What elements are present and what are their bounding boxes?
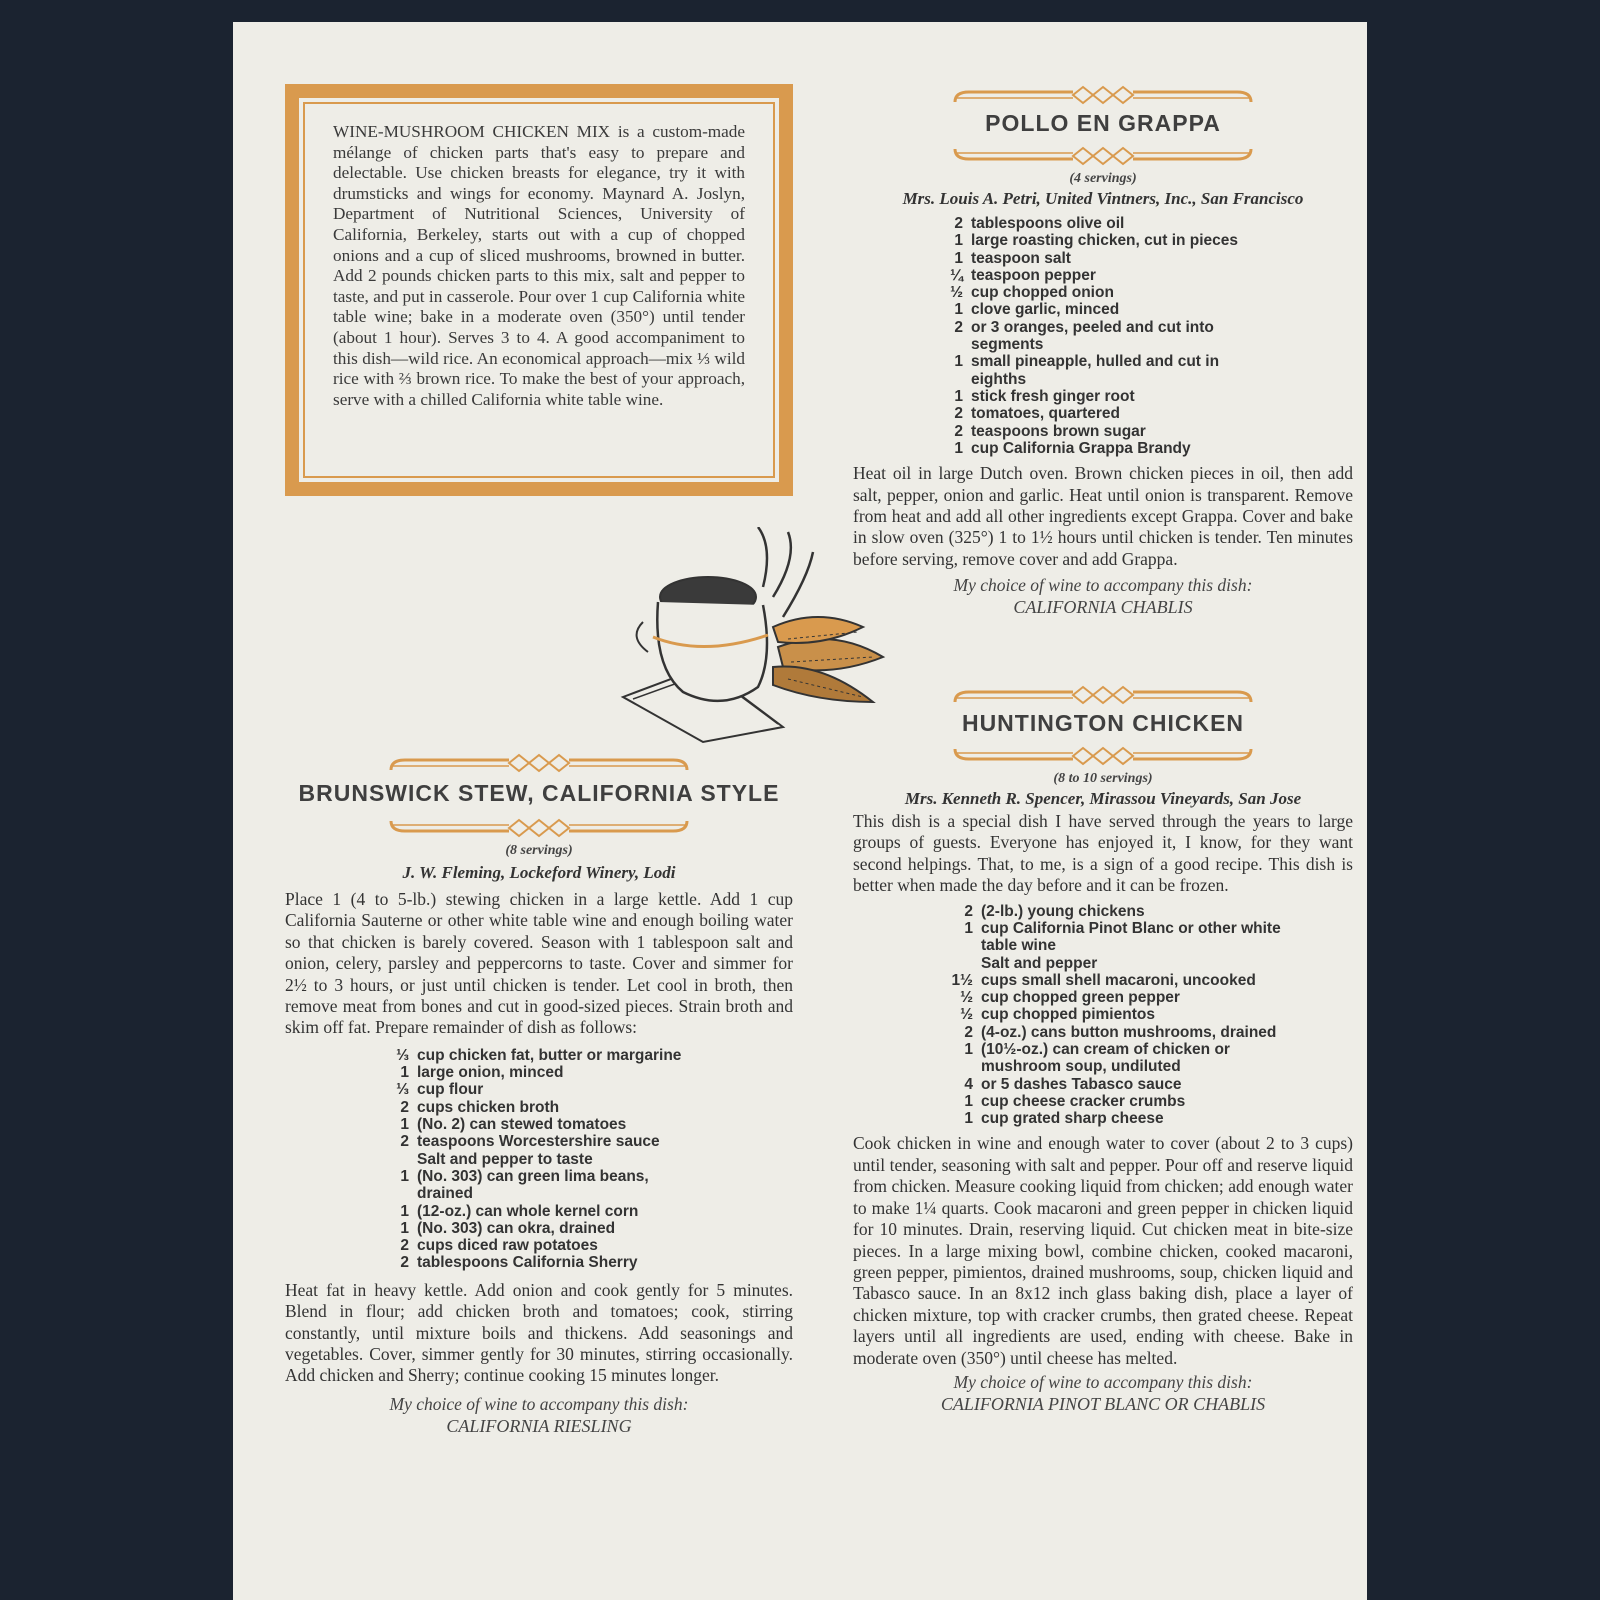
ingredient-item: tomatoes, quartered bbox=[971, 405, 1121, 423]
huntington-method: Cook chicken in wine and enough water to cover (about 2 to 3 cups) until tender, seasoning with salt and pepper. Pour off and reserve liquid from chicken. Measure cooking liquid from chicken; add enough water to make 1¼ quarts. Cook macaroni and green pepper in chicken liquid for 10 minutes. Drain, reserving liquid. Cut chicken meat in bite-size pieces. In a large mixing bowl, combine chicken, cooked macaroni, green pepper, pimientos, drained mushrooms, soup, chicken liquid and Tabasco sauce. In an 8x12 inch glass baking dish, place a layer of chicken mixture, top with cracker crumbs, then grated cheese. Repeat layers until all ingredients are used, ending with cheese. Bake in moderate oven (350°) until cheese has melted. bbox=[853, 1133, 1353, 1368]
ingredient-qty: 2 bbox=[954, 405, 963, 423]
ingredient-qty: 2 bbox=[954, 318, 963, 336]
ingredient-qty: 1 bbox=[954, 232, 963, 250]
ingredient-item: teaspoons Worcestershire sauce bbox=[417, 1133, 660, 1151]
ingredient-line bbox=[951, 1006, 1281, 1023]
brunswick-banner bbox=[285, 752, 793, 839]
brunswick-intro: Place 1 (4 to 5-lb.) stewing chicken in a large kettle. Add 1 cup California Sauterne or other white table wine and enough boiling water so that chicken is barely covered. Season with 1 tablespoon salt and onion, celery, parsley and peppercorns to taste. Cover and simmer for 2½ to 3 hours, or just until chicken is tender. Let cool in broth, then remove meat from bones and cut in good-sized pieces. Strain broth and skim off fat. Prepare remainder of dish as follows: bbox=[285, 889, 793, 1038]
pollo-wine-label: My choice of wine to accompany this dish: bbox=[953, 575, 1253, 596]
ingredient-item: (10½-oz.) can cream of chicken or mushroom soup, undiluted bbox=[981, 1041, 1230, 1076]
ingredient-item: cup chopped green pepper bbox=[981, 989, 1180, 1007]
pollo-servings: (4 servings) bbox=[1069, 171, 1137, 186]
pollo-banner bbox=[853, 84, 1353, 167]
huntington-credit: Mrs. Kenneth R. Spencer, Mirassou Vineyards, San Jose bbox=[904, 789, 1302, 808]
ingredient-qty: 2 bbox=[400, 1254, 409, 1272]
pollo-ingredients bbox=[949, 215, 1269, 457]
ingredient-line bbox=[951, 989, 1281, 1006]
ingredient-qty: 1 bbox=[954, 387, 963, 405]
ingredient-qty: 2 bbox=[400, 1133, 409, 1151]
brunswick-title: BRUNSWICK STEW, CALIFORNIA STYLE bbox=[298, 780, 780, 806]
ingredient-qty: 1 bbox=[400, 1116, 409, 1134]
huntington-wine-label: My choice of wine to accompany this dish: bbox=[953, 1371, 1253, 1392]
ingredient-line bbox=[951, 1093, 1281, 1110]
ingredient-item: cup flour bbox=[417, 1081, 484, 1099]
huntington-recipe bbox=[853, 684, 1353, 1415]
ingredient-qty: 1 bbox=[400, 1202, 409, 1220]
ingredient-item: cup chopped pimientos bbox=[981, 1006, 1155, 1024]
pollo-credit: Mrs. Louis A. Petri, United Vintners, Inc., San Francisco bbox=[902, 189, 1304, 208]
ingredient-qty: 2 bbox=[400, 1237, 409, 1255]
ingredient-line bbox=[395, 1064, 695, 1081]
ingredient-line bbox=[949, 405, 1269, 422]
ingredient-item: or 3 oranges, peeled and cut into segments bbox=[971, 318, 1214, 354]
ornament-bottom bbox=[953, 745, 1253, 767]
ingredient-line bbox=[949, 250, 1269, 267]
ingredient-qty: 2 bbox=[954, 215, 963, 232]
ornament-top bbox=[953, 84, 1253, 106]
ingredient-item: (2-lb.) young chickens bbox=[981, 902, 1145, 920]
ingredient-line bbox=[395, 1237, 695, 1254]
ingredient-item: cups chicken broth bbox=[417, 1098, 560, 1116]
ingredient-item: cup California Pinot Blanc or other white table wine bbox=[981, 919, 1281, 955]
ingredient-qty: 1 bbox=[954, 249, 963, 267]
ingredient-item: Salt and pepper bbox=[981, 954, 1098, 972]
ingredient-line bbox=[395, 1116, 695, 1133]
ingredient-qty: 1½ bbox=[951, 971, 973, 989]
ingredient-item: stick fresh ginger root bbox=[971, 387, 1135, 405]
ingredient-line bbox=[395, 1168, 695, 1203]
ingredient-qty bbox=[951, 955, 981, 972]
ingredient-item: (No. 2) can stewed tomatoes bbox=[417, 1116, 627, 1134]
ingredient-item: (No. 303) can okra, drained bbox=[417, 1219, 616, 1237]
ingredient-line bbox=[949, 284, 1269, 301]
brunswick-wine-label: My choice of wine to accompany this dish: bbox=[389, 1393, 689, 1414]
brunswick-credit: J. W. Fleming, Lockeford Winery, Lodi bbox=[402, 863, 676, 882]
ingredient-item: (No. 303) can green lima beans, drained bbox=[417, 1167, 649, 1203]
ingredient-line bbox=[395, 1133, 695, 1150]
ingredient-item: teaspoon pepper bbox=[971, 266, 1096, 284]
ingredient-qty bbox=[395, 1151, 417, 1168]
ingredient-qty: 2 bbox=[954, 422, 963, 440]
ingredient-item: cups small shell macaroni, uncooked bbox=[981, 971, 1256, 989]
ingredient-line bbox=[951, 955, 1281, 972]
ingredient-line bbox=[949, 232, 1269, 249]
ingredient-line bbox=[949, 440, 1269, 457]
ingredient-item: (12-oz.) can whole kernel corn bbox=[417, 1202, 639, 1220]
huntington-banner bbox=[853, 684, 1353, 767]
brunswick-servings: (8 servings) bbox=[505, 843, 573, 858]
ingredient-qty: 1 bbox=[400, 1219, 409, 1237]
ingredient-qty: ½ bbox=[950, 284, 963, 302]
ingredient-qty: 1 bbox=[400, 1064, 409, 1082]
ingredient-qty: ⅓ bbox=[396, 1081, 409, 1099]
ingredient-line bbox=[949, 353, 1269, 388]
ingredient-qty: 2 bbox=[964, 1023, 973, 1041]
ingredient-line bbox=[949, 388, 1269, 405]
huntington-wine: CALIFORNIA PINOT BLANC OR CHABLIS bbox=[940, 1393, 1266, 1414]
ingredient-line bbox=[951, 1110, 1281, 1127]
sidebar-title: WINE-MUSHROOM CHICKEN MIX bbox=[333, 122, 611, 141]
ingredient-qty: ¼ bbox=[950, 266, 963, 284]
ingredient-item: (4-oz.) cans button mushrooms, drained bbox=[981, 1023, 1277, 1041]
ingredient-line bbox=[395, 1047, 695, 1064]
ingredient-item: large onion, minced bbox=[417, 1064, 564, 1082]
ornament-top bbox=[953, 684, 1253, 706]
ingredient-qty: 1 bbox=[954, 301, 963, 319]
pollo-method: Heat oil in large Dutch oven. Brown chicken pieces in oil, then add salt, pepper, onion and garlic. Heat until onion is transparent. Remove from heat and add all other ingredients except Grappa. Cover and bake in slow oven (325°) 1 to 1½ hours until chicken is tender. Ten minutes before serving, remove cover and add Grappa. bbox=[853, 463, 1353, 569]
pollo-recipe bbox=[853, 84, 1353, 618]
ingredient-line bbox=[951, 903, 1281, 920]
ingredient-line bbox=[395, 1099, 695, 1116]
sidebar-box bbox=[307, 106, 771, 474]
huntington-intro: This dish is a special dish I have served through the years to large groups of guests. Everyone has enjoyed it, I know, for they want second helpings. That, to me, is a sign of a good recipe. This dish is better when made the day before and it can be frozen. bbox=[853, 811, 1353, 896]
ingredient-qty: 1 bbox=[954, 439, 963, 457]
ingredient-item: cups diced raw potatoes bbox=[417, 1237, 598, 1255]
ingredient-qty: 1 bbox=[964, 1110, 973, 1128]
ingredient-line bbox=[949, 319, 1269, 354]
brunswick-ingredients bbox=[395, 1047, 695, 1272]
pollo-title: POLLO EN GRAPPA bbox=[985, 110, 1221, 136]
ingredient-qty: 2 bbox=[400, 1098, 409, 1116]
ornate-frame bbox=[285, 84, 793, 496]
ingredient-item: teaspoon salt bbox=[971, 249, 1071, 267]
pollo-wine: CALIFORNIA CHABLIS bbox=[1013, 597, 1193, 618]
ingredient-qty: ½ bbox=[960, 1006, 973, 1024]
ingredient-item: cup California Grappa Brandy bbox=[971, 439, 1191, 457]
ingredient-line bbox=[949, 215, 1269, 232]
cookbook-page bbox=[233, 22, 1367, 1600]
brunswick-recipe bbox=[285, 752, 793, 1437]
ornament-top bbox=[389, 752, 689, 774]
ingredient-line bbox=[949, 423, 1269, 440]
brunswick-method: Heat fat in heavy kettle. Add onion and cook gently for 5 minutes. Blend in flour; add chicken broth and tomatoes; cook, stirring constantly, until mixture boils and thickens. Add seasonings and vegetables. Cover, simmer gently for 30 minutes, stirring occasionally. Add chicken and Sherry; continue cooking 15 minutes longer. bbox=[285, 1279, 793, 1386]
ingredient-line bbox=[951, 972, 1281, 989]
ingredient-item: cup cheese cracker crumbs bbox=[981, 1092, 1186, 1110]
ingredient-qty: ⅓ bbox=[396, 1046, 409, 1064]
sidebar-text: is a custom-made mélange of chicken parts that's easy to prepare and delectable. Use chicken breasts for elegance, try it with drumsticks and wings for economy. Maynard A. Joslyn, Department of Nutritional Sciences, University of California, Berkeley, starts out with a cup of chopped onions and a cup of sliced mushrooms, browned in butter. Add 2 pounds chicken parts to this mix, salt and pepper to taste, and put in casserole. Pour over 1 cup California white table wine; bake in a moderate oven (350°) until tender (about 1 hour). Serves 3 to 4. A good accompaniment to this dish—wild rice. An economical approach—mix ⅓ wild rice with ⅔ brown rice. To make the best of your approach, serve with a chilled California white table wine. bbox=[333, 122, 746, 409]
ingredient-qty: 1 bbox=[964, 1041, 973, 1058]
ingredient-line bbox=[395, 1220, 695, 1237]
ingredient-qty: ½ bbox=[960, 989, 973, 1007]
ingredient-item: cup chopped onion bbox=[971, 284, 1114, 302]
huntington-title: HUNTINGTON CHICKEN bbox=[961, 710, 1245, 736]
ingredient-item: small pineapple, hulled and cut in eighths bbox=[971, 353, 1220, 388]
ingredient-line bbox=[395, 1254, 695, 1271]
ingredient-qty: 1 bbox=[964, 1092, 973, 1110]
ingredient-item: clove garlic, minced bbox=[971, 301, 1120, 319]
ingredient-line bbox=[949, 301, 1269, 318]
ingredient-line bbox=[951, 1024, 1281, 1041]
ornament-bottom bbox=[953, 145, 1253, 167]
ornament-bottom bbox=[389, 817, 689, 839]
huntington-ingredients bbox=[951, 903, 1281, 1128]
ingredient-line bbox=[395, 1151, 695, 1168]
ingredient-line bbox=[951, 1041, 1281, 1076]
ingredient-qty: 4 bbox=[964, 1075, 973, 1093]
ingredient-qty: 2 bbox=[964, 902, 973, 920]
ingredient-item: Salt and pepper to taste bbox=[417, 1150, 593, 1168]
ingredient-line bbox=[949, 267, 1269, 284]
ingredient-line bbox=[395, 1081, 695, 1098]
ingredient-line bbox=[951, 1076, 1281, 1093]
ingredient-item: tablespoons olive oil bbox=[971, 215, 1125, 232]
ingredient-item: large roasting chicken, cut in pieces bbox=[971, 232, 1239, 250]
ingredient-line bbox=[395, 1203, 695, 1220]
ingredient-item: tablespoons California Sherry bbox=[417, 1254, 638, 1272]
ingredient-qty: 1 bbox=[964, 919, 973, 937]
brunswick-wine: CALIFORNIA RIESLING bbox=[446, 1415, 632, 1436]
ingredient-line bbox=[951, 920, 1281, 955]
ingredient-item: cup chicken fat, butter or margarine bbox=[417, 1046, 682, 1064]
ingredient-item: or 5 dashes Tabasco sauce bbox=[981, 1075, 1182, 1093]
ingredient-qty: 1 bbox=[954, 353, 963, 371]
ingredient-qty: 1 bbox=[400, 1167, 409, 1185]
huntington-servings: (8 to 10 servings) bbox=[1053, 771, 1153, 786]
ingredient-item: teaspoons brown sugar bbox=[971, 422, 1146, 440]
ingredient-item: cup grated sharp cheese bbox=[981, 1110, 1164, 1128]
